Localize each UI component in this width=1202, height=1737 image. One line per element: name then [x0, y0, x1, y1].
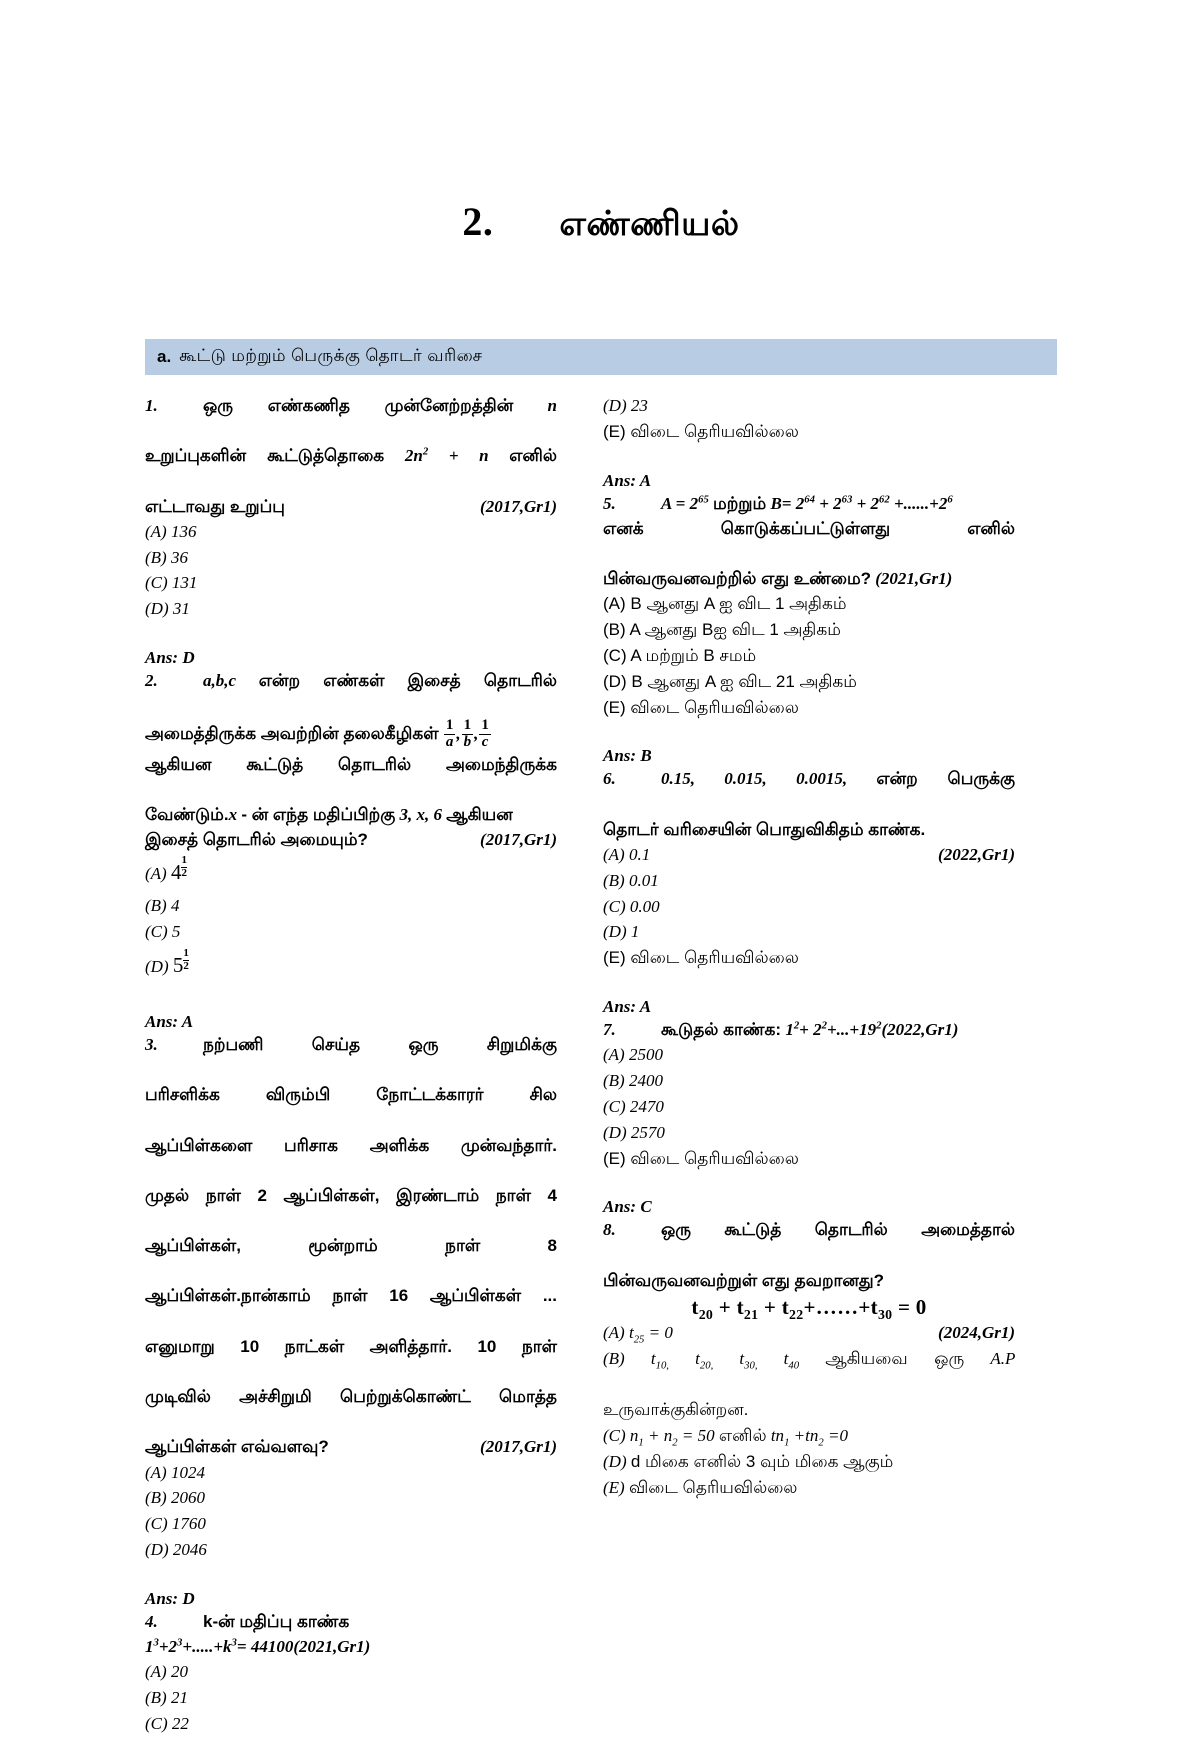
question-5-option-e: (E) விடை தெரியவில்லை — [603, 697, 799, 717]
question-3-option-c: (C) 1760 — [145, 1514, 206, 1534]
question-2-line1-tamil: என்ற எண்கள் இசைத் தொடரில் — [258, 671, 557, 691]
question-2-number: 2. — [145, 671, 158, 691]
spacer — [603, 1171, 1015, 1197]
question-4-option-d: (D) 23 — [603, 396, 648, 415]
question-1-var: n — [547, 396, 558, 415]
question-6-option-a: (2022,Gr1) (A) 0.1 — [603, 842, 1015, 868]
question-4 — [145, 1609, 557, 1737]
question-3-year: (2017,Gr1) — [480, 1437, 557, 1457]
fraction-1-over-c: $\frac{1}{c}$ — [481, 717, 489, 750]
question-2-line2: அமைத்திருக்க அவற்றின் தலைகீழிகள் $\frac{1}{a}$ , $\frac{1}{b}$ , $\frac{1}{c}$ — [145, 717, 489, 750]
question-6-line1-tamil: என்ற பெருக்கு — [876, 769, 1015, 789]
question-6 — [603, 766, 1015, 1017]
question-2-option-d: (D) 5 $\frac{1}{2}$ — [145, 945, 557, 986]
question-6-year: (2022,Gr1) — [938, 844, 1015, 864]
section-header-band — [145, 339, 1057, 375]
question-5-expression: 5. $A = 2^{65}$ மற்றும் $B= 2^{64} + 2^{63} + 2^{62} +......+2^6$ — [603, 491, 1015, 516]
question-4-prompt: k-ன் மதிப்பு காண்க — [203, 1611, 350, 1631]
question-3-text — [145, 1032, 557, 1082]
mixed-number-4-half: 4 $\frac{1}{2}$ — [170, 854, 187, 885]
question-8-option-c: (C) $n_1 + n_2 = 50$ எனில் $tn_1 +tn_2 =0$ — [603, 1426, 848, 1449]
question-8-option-b: (B) $t_{10,}$ $t_{20,}$ $t_{30,}$ $t_{40}$ ஆகியவை ஒரு A.P — [603, 1348, 1016, 1372]
spacer — [145, 986, 557, 1012]
question-3-line3: ஆப்பிள்களை பரிசாக அளிக்க முன்வந்தார். — [145, 1135, 557, 1155]
question-3-option-b: (B) 2060 — [145, 1488, 205, 1508]
left-column — [145, 393, 557, 1737]
question-2-answer: Ans: A — [145, 1011, 194, 1031]
chapter-number: 2. — [462, 199, 494, 244]
question-4-option-c: (C) 22 — [145, 1713, 189, 1733]
question-1-option-c: (C) 131 — [145, 573, 198, 593]
question-2-line2-tamil: அமைத்திருக்க அவற்றின் தலைகீழிகள் — [145, 724, 439, 744]
question-8-formula: $t_{20} + t_{21}$ + $t_{22}+\dots\dots+t_{30} = 0$ — [691, 1294, 927, 1322]
question-7-answer: Ans: C — [603, 1197, 652, 1217]
question-3-line4: முதல் நாள் 2 ஆப்பிள்கள், இரண்டாம் நாள் 4 — [145, 1185, 557, 1205]
question-4-formula: $1^3+2^3+.....+k^3= 44100(2021,Gr1)$ — [145, 1636, 371, 1657]
question-6-text — [603, 766, 1015, 816]
question-1-line2 — [145, 443, 557, 493]
question-2-line5-tamil: இசைத் தொடரில் அமையும்? — [145, 830, 368, 850]
question-2-line4-tamil: - ன் எந்த மதிப்பிற்கு — [241, 805, 396, 825]
question-8-line2: பின்வருவனவற்றுள் எது தவறானது? — [603, 1270, 885, 1290]
question-5-number: 5. — [603, 493, 616, 513]
spacer — [603, 445, 1015, 471]
question-7-text: 7. கூடுதல் காண்க: $1^2+ 2^2+...+19^2(2022,Gr1)$ — [603, 1017, 1015, 1042]
question-1-line2-tamil: உறுப்புகளின் கூட்டுத்தொகை — [145, 446, 385, 466]
question-3-line9 — [145, 1434, 557, 1459]
question-4-option-e: (E) விடை தெரியவில்லை — [603, 421, 799, 441]
spacer — [145, 622, 557, 648]
question-2-vendum: வேண்டும். — [145, 805, 229, 825]
question-3-answer: Ans: D — [145, 1588, 195, 1608]
question-1-enil: எனில் — [509, 446, 557, 466]
question-6-series: 0.15, 0.015, 0.0015, — [661, 769, 848, 789]
question-1-number: 1. — [145, 396, 158, 415]
question-3-line6: ஆப்பிள்கள்.நான்காம் நாள் 16 ஆப்பிள்கள் ... — [145, 1286, 557, 1306]
question-4-answer: Ans: A — [603, 470, 652, 490]
question-2-line5 — [145, 827, 557, 852]
question-8-text — [603, 1217, 1015, 1267]
question-2-text — [145, 668, 557, 718]
question-1-option-d: (D) 31 — [145, 599, 190, 619]
question-1-text — [145, 393, 557, 443]
question-1-option-a: (A) 136 — [145, 521, 197, 541]
question-7-prompt: கூடுதல் காண்க: — [661, 1020, 782, 1040]
question-3-number: 3. — [145, 1034, 158, 1054]
question-2-line3-tamil: ஆகியன கூட்டுத் தொடரில் அமைந்திருக்க — [145, 754, 557, 774]
question-6-option-e: (E) விடை தெரியவில்லை — [603, 948, 799, 968]
question-1-line3 — [145, 494, 557, 519]
question-4-number: 4. — [145, 1611, 158, 1631]
question-4-option-b: (B) 21 — [145, 1688, 188, 1708]
question-5 — [603, 491, 1015, 767]
question-2-line4 — [145, 802, 557, 827]
question-2-line3 — [145, 752, 557, 802]
question-2-option-b: (B) 4 — [145, 896, 180, 916]
question-2-seq: 3, x, 6 — [399, 805, 442, 825]
question-3-option-d: (D) 2046 — [145, 1540, 207, 1560]
question-5-answer: Ans: B — [603, 746, 652, 766]
question-7-option-b: (B) 2400 — [603, 1071, 663, 1091]
question-8-line1: ஒரு கூட்டுத் தொடரில் அமைத்தால் — [661, 1220, 1015, 1240]
question-5-line2: எனக் கொடுக்கப்பட்டுள்ளது எனில் — [603, 518, 1015, 538]
question-2 — [145, 668, 557, 1032]
page-title — [145, 0, 1057, 244]
question-7-option-c: (C) 2470 — [603, 1096, 664, 1116]
section-title: கூட்டு மற்றும் பெருக்கு தொடர் வரிசை — [179, 346, 483, 365]
fraction-1-over-a: $\frac{1}{a}$ — [445, 717, 454, 750]
spacer — [603, 720, 1015, 746]
question-3-line5: ஆப்பிள்கள், மூன்றாம் நாள் 8 — [145, 1236, 557, 1256]
question-4-continued — [603, 393, 1015, 491]
question-1-option-b: (B) 36 — [145, 547, 188, 567]
question-4-option-a: (A) 20 — [145, 1662, 188, 1682]
question-5-option-d: (D) B ஆனது A ஐ விட 21 அதிகம் — [603, 671, 857, 691]
question-5-option-c: (C) A மற்றும் B சமம் — [603, 645, 757, 665]
question-1-line3-tamil: எட்டாவது உறுப்பு — [145, 496, 285, 516]
question-1-expr-sup: 2 — [422, 445, 429, 458]
section-letter: a. — [157, 347, 172, 366]
two-column-body — [145, 393, 1057, 1737]
question-2-x: x — [228, 805, 238, 825]
question-6-answer: Ans: A — [603, 997, 652, 1017]
question-2-vars: a,b,c — [203, 671, 237, 691]
question-3-option-a: (A) 1024 — [145, 1462, 205, 1482]
question-8-year: (2024,Gr1) — [938, 1322, 1015, 1342]
question-3-line2: பரிசளிக்க விரும்பி நோட்டக்காரர் சில — [145, 1085, 557, 1105]
question-8-option-d: (D) d மிகை எனில் 3 வும் மிகை ஆகும் — [603, 1451, 894, 1471]
question-7-year: (2022,Gr1) — [881, 1020, 959, 1040]
question-2-option-a: (A) 4 $\frac{1}{2}$ — [145, 852, 557, 893]
spacer — [145, 1563, 557, 1589]
question-2-option-c: (C) 5 — [145, 922, 181, 942]
question-6-line2: தொடர் வரிசையின் பொதுவிகிதம் காண்க. — [603, 819, 926, 839]
question-5-year: (2021,Gr1) — [875, 569, 953, 589]
question-1-expr: 2n — [404, 446, 423, 466]
fraction-1-over-b: $\frac{1}{b}$ — [463, 717, 472, 750]
question-6-option-b: (B) 0.01 — [603, 870, 659, 890]
spacer — [603, 971, 1015, 997]
question-8-option-e: (E) விடை தெரியவில்லை — [603, 1477, 798, 1497]
question-5-option-b: (B) A ஆனது Bஐ விட 1 அதிகம் — [603, 620, 841, 640]
question-2-year: (2017,Gr1) — [480, 830, 557, 850]
question-8-number: 8. — [603, 1220, 616, 1240]
question-3-line8: முடிவில் அச்சிறுமி பெற்றுக்கொண்ட் மொத்த — [145, 1387, 557, 1407]
question-7-option-e: (E) விடை தெரியவில்லை — [603, 1148, 799, 1168]
question-1-answer: Ans: D — [145, 648, 195, 668]
question-1-expr-tail: + n — [448, 446, 489, 466]
chapter-title-text: எண்ணியல் — [559, 205, 740, 243]
question-1-line1: ஒரு எண்கணித முன்னேற்றத்தின் — [203, 396, 514, 415]
question-3-line7: எனுமாறு 10 நாட்கள் அளித்தார். 10 நாள் — [145, 1336, 557, 1356]
question-1-year: (2017,Gr1) — [480, 496, 557, 516]
question-3-line1: நற்பணி செய்த ஒரு சிறுமிக்கு — [203, 1034, 557, 1054]
question-5-line3-tamil: பின்வருவனவற்றில் எது உண்மை? — [603, 569, 872, 589]
question-8-option-b-line2: உருவாக்குகின்றன. — [603, 1400, 749, 1420]
question-3-line9-tamil: ஆப்பிள்கள் எவ்வளவு? — [145, 1437, 329, 1457]
question-8 — [603, 1217, 1015, 1500]
question-3 — [145, 1032, 557, 1609]
question-7-number: 7. — [603, 1020, 616, 1040]
question-7-option-d: (D) 2570 — [603, 1122, 665, 1142]
mixed-number-5-half: 5 $\frac{1}{2}$ — [172, 946, 189, 977]
question-8-option-a: (2024,Gr1) (A) $t_{25} = 0$ — [603, 1320, 1015, 1346]
question-7-option-a: (A) 2500 — [603, 1045, 663, 1065]
question-6-number: 6. — [603, 769, 616, 789]
question-5-line3 — [603, 566, 1015, 591]
question-6-option-c: (C) 0.00 — [603, 896, 660, 916]
question-5-option-a: (A) B ஆனது A ஐ விட 1 அதிகம் — [603, 594, 847, 614]
question-1 — [145, 393, 557, 668]
right-column — [603, 393, 1015, 1737]
question-7 — [603, 1017, 1015, 1217]
question-6-option-d: (D) 1 — [603, 922, 640, 942]
question-2-aagiyana: ஆகியன — [446, 805, 513, 825]
question-4-text — [145, 1609, 557, 1634]
